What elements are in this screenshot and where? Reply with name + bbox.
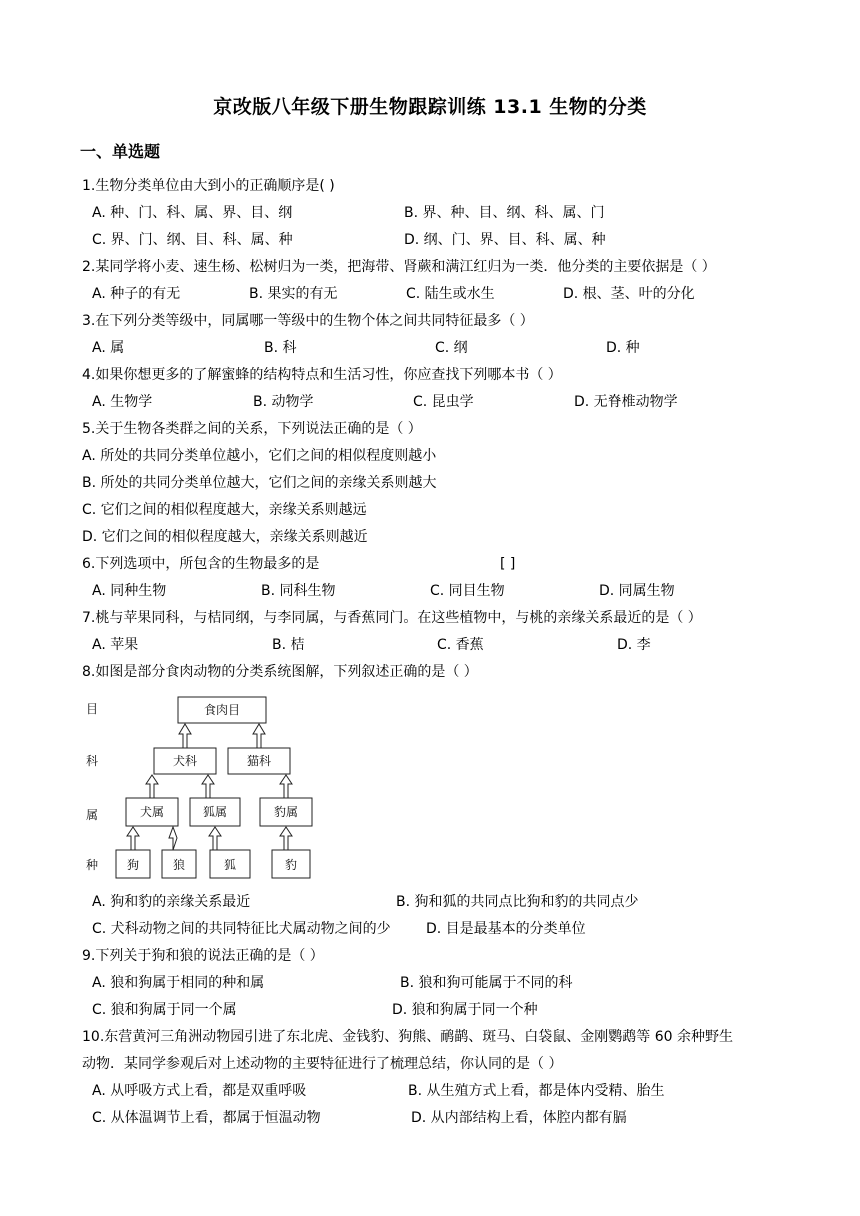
q4-option-d: D. 无脊椎动物学	[574, 394, 678, 410]
question-7-stem: 7.桃与苹果同科，与桔同纲，与李同属，与香蕉同门。在这些植物中，与桃的亲缘关系最近的是（ ）	[82, 610, 702, 626]
arrow-canidae-to-order	[179, 724, 191, 748]
q8-option-a: A. 狗和豹的亲缘关系最近	[92, 894, 251, 910]
family-label-felidae: 猫科	[246, 754, 272, 768]
species-label-leopard: 豹	[284, 858, 298, 872]
rank-label-genus: 属	[86, 808, 99, 822]
q6-option-b: B. 同科生物	[261, 583, 336, 599]
q6-option-a: A. 同种生物	[92, 583, 167, 599]
q3-option-b: B. 科	[264, 340, 297, 356]
arrow-fox-to-vulpes	[209, 827, 221, 850]
q4-option-b: B. 动物学	[253, 394, 314, 410]
question-6-bracket: [ ]	[500, 556, 516, 572]
q1-option-a: A. 种、门、科、属、界、目、纲	[92, 205, 293, 221]
order-label: 食肉目	[203, 703, 241, 717]
genus-label-canis: 犬属	[139, 805, 165, 819]
species-label-dog: 狗	[126, 858, 140, 872]
q5-option-a: A. 所处的共同分类单位越小，它们之间的相似程度则越小	[82, 448, 437, 464]
classification-diagram	[82, 692, 342, 882]
arrow-leopard-to-panthera	[280, 827, 292, 850]
question-1-stem: 1.生物分类单位由大到小的正确顺序是( )	[82, 178, 335, 194]
page-title: 京改版八年级下册生物跟踪训练 13.1 生物的分类	[213, 96, 647, 118]
question-4-stem: 4.如果你想更多的了解蜜蜂的结构特点和生活习性，你应查找下列哪本书（ ）	[82, 367, 562, 383]
q10-option-a: A. 从呼吸方式上看，都是双重呼吸	[92, 1083, 307, 1099]
q10-option-b: B. 从生殖方式上看，都是体内受精、胎生	[408, 1083, 665, 1099]
arrow-canis-to-canidae	[146, 775, 158, 798]
q1-option-c: C. 界、门、纲、目、科、属、种	[92, 232, 293, 248]
family-label-canidae: 犬科	[172, 754, 198, 768]
q4-option-c: C. 昆虫学	[413, 394, 474, 410]
q9-option-a: A. 狼和狗属于相同的种和属	[92, 975, 265, 991]
q5-option-b: B. 所处的共同分类单位越大，它们之间的亲缘关系则越大	[82, 475, 437, 491]
q7-option-b: B. 桔	[272, 637, 305, 653]
q4-option-a: A. 生物学	[92, 394, 153, 410]
q3-option-c: C. 纲	[435, 340, 468, 356]
q10-option-c: C. 从体温调节上看，都属于恒温动物	[92, 1110, 321, 1126]
q1-option-b: B. 界、种、目、纲、科、属、门	[404, 205, 605, 221]
rank-label-family: 科	[86, 754, 99, 768]
question-5-stem: 5.关于生物各类群之间的关系，下列说法正确的是（ ）	[82, 421, 422, 437]
rank-label-species: 种	[86, 858, 99, 872]
genus-label-panthera: 豹属	[273, 805, 299, 819]
section-heading: 一、单选题	[80, 142, 161, 161]
q10-option-d: D. 从内部结构上看，体腔内都有膈	[411, 1110, 627, 1126]
q7-option-a: A. 苹果	[92, 637, 139, 653]
q8-option-d: D. 目是最基本的分类单位	[426, 921, 586, 937]
q7-option-d: D. 李	[617, 637, 651, 653]
q2-option-c: C. 陆生或水生	[406, 286, 495, 302]
q3-option-a: A. 属	[92, 340, 125, 356]
species-label-fox: 狐	[223, 858, 237, 872]
q3-option-d: D. 种	[606, 340, 640, 356]
question-2-stem: 2.某同学将小麦、速生杨、松树归为一类，把海带、肾蕨和满江红归为一类．他分类的主要依据是（ ）	[82, 259, 716, 275]
question-6-stem: 6.下列选项中，所包含的生物最多的是	[82, 556, 320, 572]
genus-label-vulpes: 狐属	[202, 805, 228, 819]
arrow-panthera-to-felidae	[280, 775, 292, 798]
q9-option-d: D. 狼和狗属于同一个种	[392, 1002, 538, 1018]
arrow-vulpes-to-canidae	[202, 775, 214, 798]
q2-option-d: D. 根、茎、叶的分化	[563, 286, 695, 302]
q2-option-b: B. 果实的有无	[249, 286, 338, 302]
question-3-stem: 3.在下列分类等级中，同属哪一等级中的生物个体之间共同特征最多（ ）	[82, 313, 534, 329]
question-10-stem-continued: 动物．某同学参观后对上述动物的主要特征进行了梳理总结，你认同的是（ ）	[82, 1056, 563, 1072]
q6-option-c: C. 同目生物	[430, 583, 505, 599]
arrow-dog-to-canis	[127, 827, 139, 850]
arrow-felidae-to-order	[253, 724, 265, 748]
q9-option-c: C. 狼和狗属于同一个属	[92, 1002, 237, 1018]
q8-option-c: C. 犬科动物之间的共同特征比犬属动物之间的少	[92, 921, 391, 937]
q5-option-d: D. 它们之间的相似程度越大，亲缘关系则越近	[82, 529, 368, 545]
question-8-stem: 8.如图是部分食肉动物的分类系统图解，下列叙述正确的是（ ）	[82, 664, 478, 680]
q6-option-d: D. 同属生物	[599, 583, 675, 599]
q1-option-d: D. 纲、门、界、目、科、属、种	[404, 232, 606, 248]
rank-label-order: 目	[86, 702, 99, 716]
q7-option-c: C. 香蕉	[437, 637, 484, 653]
q9-option-b: B. 狼和狗可能属于不同的科	[400, 975, 573, 991]
arrow-wolf-to-canis	[169, 827, 177, 850]
question-10-stem: 10.东营黄河三角洲动物园引进了东北虎、金钱豹、狗熊、鸸鹋、斑马、白袋鼠、金刚鹦鹉等 60 余种野生	[82, 1029, 733, 1045]
q2-option-a: A. 种子的有无	[92, 286, 181, 302]
q8-option-b: B. 狗和狐的共同点比狗和豹的共同点少	[396, 894, 639, 910]
q5-option-c: C. 它们之间的相似程度越大，亲缘关系则越远	[82, 502, 367, 518]
question-9-stem: 9.下列关于狗和狼的说法正确的是（ ）	[82, 948, 324, 964]
species-label-wolf: 狼	[172, 858, 186, 872]
